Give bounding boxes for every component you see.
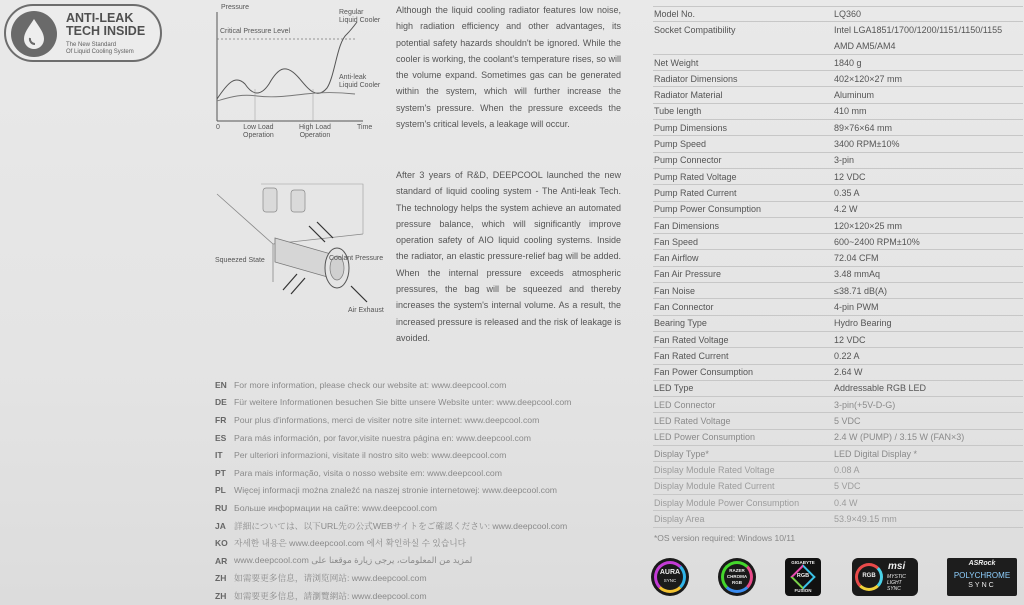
spec-row xyxy=(653,104,1023,120)
spec-key: Radiator Dimensions xyxy=(654,73,738,84)
spec-table xyxy=(653,6,1023,528)
spec-key: LED Power Consumption xyxy=(654,432,756,443)
spec-row xyxy=(653,39,1023,55)
spec-key: Display Module Rated Voltage xyxy=(654,464,775,475)
spec-key: Display Type* xyxy=(654,448,709,459)
giga-rgb: RGB xyxy=(796,573,810,579)
spec-row xyxy=(653,332,1023,348)
spec-key: Fan Connector xyxy=(654,301,714,312)
spec-value: 2.64 W xyxy=(834,367,863,378)
badge-subtitle xyxy=(66,42,134,55)
spec-value: 3-pin(+5V-D-G) xyxy=(834,399,896,410)
spec-value: 89×76×64 mm xyxy=(834,122,893,133)
language-row xyxy=(215,464,625,482)
badge-title-line1: ANTI-LEAK xyxy=(66,11,134,25)
spec-key: Pump Rated Current xyxy=(654,187,737,198)
language-text: 詳細については、以下URL先の公式WEBサイトをご確認ください: www.deepcool.com xyxy=(234,520,568,531)
spec-value: 5 VDC xyxy=(834,416,861,427)
spec-value: 600~2400 RPM±10% xyxy=(834,236,920,247)
language-row xyxy=(215,499,625,517)
spec-row xyxy=(653,299,1023,315)
razer-line3: RGB xyxy=(732,580,742,585)
spec-row xyxy=(653,6,1023,22)
badge-sub-line2: Of Liquid Cooling System xyxy=(66,48,134,55)
aura-line2: SYNC xyxy=(663,578,677,583)
badge-sub-line1: The New Standard xyxy=(66,42,117,48)
spec-key: LED Type xyxy=(654,383,694,394)
os-requirement-note: *OS version required: Windows 10/11 xyxy=(654,533,796,543)
language-row xyxy=(215,394,625,412)
spec-key: Fan Noise xyxy=(654,285,696,296)
spec-value: 12 VDC xyxy=(834,334,866,345)
giga-brand: GIGABYTE xyxy=(791,560,815,565)
language-code: JA xyxy=(215,520,226,531)
anti-leak-badge xyxy=(4,4,162,62)
regular-cooler-line2: Liquid Cooler xyxy=(339,17,381,24)
spec-key: Display Area xyxy=(654,513,705,524)
pressure-time-diagram xyxy=(213,4,388,140)
low-load-line2: Operation xyxy=(243,132,274,139)
spec-key: Model No. xyxy=(654,9,696,20)
spec-value: 12 VDC xyxy=(834,171,866,182)
pressure-label: Pressure xyxy=(221,4,250,11)
spec-key: Fan Air Pressure xyxy=(654,269,722,280)
water-drop-icon xyxy=(11,11,57,57)
spec-value: 4.2 W xyxy=(834,204,858,215)
spec-row xyxy=(653,185,1023,201)
spec-row xyxy=(653,365,1023,381)
antileak-cooler-line1: Anti-leak xyxy=(339,74,367,81)
spec-value: 2.4 W (PUMP) / 3.15 W (FAN×3) xyxy=(834,432,965,443)
spec-value: 53.9×49.15 mm xyxy=(834,513,897,524)
spec-key: Radiator Material xyxy=(654,90,723,101)
air-exhaust-label: Air Exhaust xyxy=(348,307,384,314)
spec-value: 0.4 W xyxy=(834,497,858,508)
spec-row xyxy=(653,169,1023,185)
spec-row xyxy=(653,397,1023,413)
spec-key: Display Module Rated Current xyxy=(654,481,775,492)
spec-row xyxy=(653,136,1023,152)
language-row xyxy=(215,587,625,605)
spec-value: 1840 g xyxy=(834,57,862,68)
spec-value: Addressable RGB LED xyxy=(834,383,927,394)
spec-row xyxy=(653,202,1023,218)
low-load-label xyxy=(243,124,274,140)
language-row xyxy=(215,446,625,464)
language-row xyxy=(215,482,625,500)
language-list xyxy=(215,376,625,605)
asrock-line1: POLYCHROME xyxy=(953,571,1011,580)
msi-rgb: RGB xyxy=(862,573,876,579)
badge-title xyxy=(66,12,145,38)
spec-key: Fan Dimensions xyxy=(654,220,720,231)
spec-row xyxy=(653,250,1023,266)
spec-row xyxy=(653,348,1023,364)
spec-key: Pump Speed xyxy=(654,139,707,150)
spec-value: 410 mm xyxy=(834,106,867,117)
msi-brand: msi xyxy=(888,561,906,572)
badge-title-line2: TECH INSIDE xyxy=(66,24,146,38)
spec-value: ≤38.71 dB(A) xyxy=(834,285,887,296)
squeezed-state-label: Squeezed State xyxy=(215,257,265,264)
spec-key: Display Module Power Consumption xyxy=(654,497,800,508)
origin-label: 0 xyxy=(216,124,220,131)
spec-value: 3400 RPM±10% xyxy=(834,139,900,150)
language-text: www.deepcool.com لمزيد من المعلومات، يرجى زيارة موقعنا على xyxy=(234,555,473,566)
leak-risk-paragraph: Although the liquid cooling radiator features low noise, high radiation efficiency and other advantages, its potential safety hazards shouldn't be ignored. While the cooler is working, the coolant's temperature rises, so will the volume expand. Sometimes gas can be generated within the system, which will further increase the system's pressure. When the pressure exceeds the system's critical levels, a leakage will occur. xyxy=(396,5,621,130)
anti-leak-tech-paragraph: After 3 years of R&D, DEEPCOOL launched the new standard of liquid cooling system - The Anti-leak Tech. The technology helps the system achieve an automated pressure balance, which will significantly improve operation safety of AIO liquid cooling systems. Inside the radiator, an elastic pressure-relief bag will be added. When the internal pressure exceeds atmospheric pressures, the bag will be squeezed and thereby increases the system's internal volume. As a result, the increased pressure is released and the risk of leakage is avoided. xyxy=(396,170,621,343)
language-text: Больше информации на сайте: www.deepcool.com xyxy=(234,502,437,513)
spec-key: Fan Rated Voltage xyxy=(654,334,729,345)
spec-value: 4-pin PWM xyxy=(834,301,879,312)
spec-row xyxy=(653,120,1023,136)
asrock-brand: ASRock xyxy=(968,560,996,567)
spec-key: Net Weight xyxy=(654,57,699,68)
language-text: Para mais informação, visita o nosso website em: www.deepcool.com xyxy=(234,467,502,478)
antileak-cooler-line2: Liquid Cooler xyxy=(339,82,381,89)
language-text: Więcej informacji można znaleźć na naszej stronie internetowej: www.deepcool.com xyxy=(234,485,558,496)
spec-key: Socket Compatibility xyxy=(654,25,736,36)
asrock-line2: SYNC xyxy=(968,582,996,589)
spec-key: Pump Power Consumption xyxy=(654,204,762,215)
spec-row xyxy=(653,267,1023,283)
msi-mystic-light-logo xyxy=(852,558,918,596)
spec-key: Tube length xyxy=(654,106,702,117)
language-row xyxy=(215,534,625,552)
language-row xyxy=(215,411,625,429)
high-load-label xyxy=(299,124,331,140)
spec-row xyxy=(653,479,1023,495)
spec-key: Fan Airflow xyxy=(654,253,699,264)
razer-text xyxy=(718,568,756,586)
language-text: Für weitere Informationen besuchen Sie bitte unsere Website unter: www.deepcool.com xyxy=(234,397,572,408)
spec-value: LED Digital Display * xyxy=(834,448,918,459)
coolant-pressure-label: Coolant Pressure xyxy=(329,255,384,262)
language-code: ZH xyxy=(215,590,227,601)
language-row xyxy=(215,552,625,570)
high-load-line2: Operation xyxy=(299,132,331,139)
spec-key: Fan Power Consumption xyxy=(654,367,754,378)
language-row xyxy=(215,429,625,447)
spec-value: 402×120×27 mm xyxy=(834,73,903,84)
language-text: 如需要更多信息，請瀏覽網站: www.deepcool.com xyxy=(234,590,427,601)
language-code: KO xyxy=(215,538,228,549)
regular-cooler-line1: Regular xyxy=(339,9,364,16)
spec-row xyxy=(653,71,1023,87)
low-load-line1: Low Load xyxy=(243,124,274,131)
spec-key: LED Rated Voltage xyxy=(654,416,731,427)
aura-text xyxy=(651,569,689,585)
msi-line1: MYSTIC xyxy=(887,574,906,580)
language-text: Per ulteriori informazioni, visitate il nostro sito web: www.deepcool.com xyxy=(234,450,507,461)
spec-key: Fan Rated Current xyxy=(654,350,729,361)
critical-pressure-label: Critical Pressure Level xyxy=(220,28,291,35)
spec-value: AMD AM5/AM4 xyxy=(834,41,896,52)
spec-key: Pump Dimensions xyxy=(654,122,728,133)
spec-value: Hydro Bearing xyxy=(834,318,892,329)
language-text: Para más información, por favor,visite nuestra página en: www.deepcool.com xyxy=(234,432,531,443)
spec-key: Pump Connector xyxy=(654,155,722,166)
spec-row xyxy=(653,430,1023,446)
spec-value: 0.08 A xyxy=(834,464,860,475)
razer-line2: CHROMA xyxy=(726,574,748,579)
language-text: 如需要更多信息，请浏览网站: www.deepcool.com xyxy=(234,573,427,584)
spec-row xyxy=(653,381,1023,397)
antileak-cooler-label xyxy=(339,74,380,90)
spec-row xyxy=(653,22,1023,38)
spec-row xyxy=(653,511,1023,527)
language-code: FR xyxy=(215,414,227,425)
language-code: ES xyxy=(215,432,227,443)
spec-key: Pump Rated Voltage xyxy=(654,171,737,182)
msi-line3: SYNC xyxy=(887,586,901,592)
spec-row xyxy=(653,55,1023,71)
language-text: For more information, please check our website at: www.deepcool.com xyxy=(234,379,507,390)
language-code: RU xyxy=(215,502,228,513)
razer-line1: RAZER xyxy=(729,568,745,573)
language-code: IT xyxy=(215,450,223,461)
language-text: 자세한 내용은 www.deepcool.com 에서 확인하실 수 있습니다 xyxy=(234,538,466,549)
aura-line1: AURA xyxy=(659,569,681,576)
high-load-line1: High Load xyxy=(299,124,331,131)
spec-value: 3-pin xyxy=(834,155,855,166)
spec-key: LED Connector xyxy=(654,399,716,410)
spec-row xyxy=(653,446,1023,462)
spec-row xyxy=(653,462,1023,478)
spec-key: Bearing Type xyxy=(654,318,707,329)
spec-row xyxy=(653,218,1023,234)
spec-row xyxy=(653,234,1023,250)
spec-value: Intel LGA1851/1700/1200/1151/1150/1155 xyxy=(834,25,1003,36)
gigabyte-rgb-fusion-logo xyxy=(785,558,821,596)
pressure-relief-diagram xyxy=(213,170,388,320)
spec-value: 120×120×25 mm xyxy=(834,220,903,231)
language-code: PL xyxy=(215,485,226,496)
language-code: AR xyxy=(215,555,228,566)
spec-row xyxy=(653,316,1023,332)
language-row xyxy=(215,517,625,535)
spec-value: 0.22 A xyxy=(834,350,860,361)
razer-chroma-logo xyxy=(718,558,756,596)
msi-text xyxy=(887,574,906,592)
language-code: EN xyxy=(215,379,227,390)
spec-key: Fan Speed xyxy=(654,236,699,247)
language-code: ZH xyxy=(215,573,227,584)
giga-fusion: FUSION xyxy=(794,588,812,593)
time-label: Time xyxy=(357,124,373,131)
spec-value: Aluminum xyxy=(834,90,875,101)
language-text: Pour plus d'informations, merci de visiter notre site internet: www.deepcool.com xyxy=(234,414,540,425)
aura-sync-logo xyxy=(651,558,689,596)
msi-line2: LIGHT xyxy=(887,580,902,586)
language-row xyxy=(215,570,625,588)
regular-cooler-label xyxy=(339,9,380,25)
spec-row xyxy=(653,153,1023,169)
language-code: DE xyxy=(215,397,227,408)
spec-row xyxy=(653,413,1023,429)
spec-value: LQ360 xyxy=(834,9,862,20)
spec-row xyxy=(653,283,1023,299)
spec-value: 5 VDC xyxy=(834,481,861,492)
spec-value: 3.48 mmAq xyxy=(834,269,881,280)
language-row xyxy=(215,376,625,394)
spec-value: 72.04 CFM xyxy=(834,253,879,264)
spec-row xyxy=(653,87,1023,103)
spec-value: 0.35 A xyxy=(834,187,860,198)
spec-row xyxy=(653,495,1023,511)
asrock-polychrome-logo xyxy=(947,558,1017,596)
language-code: PT xyxy=(215,467,226,478)
